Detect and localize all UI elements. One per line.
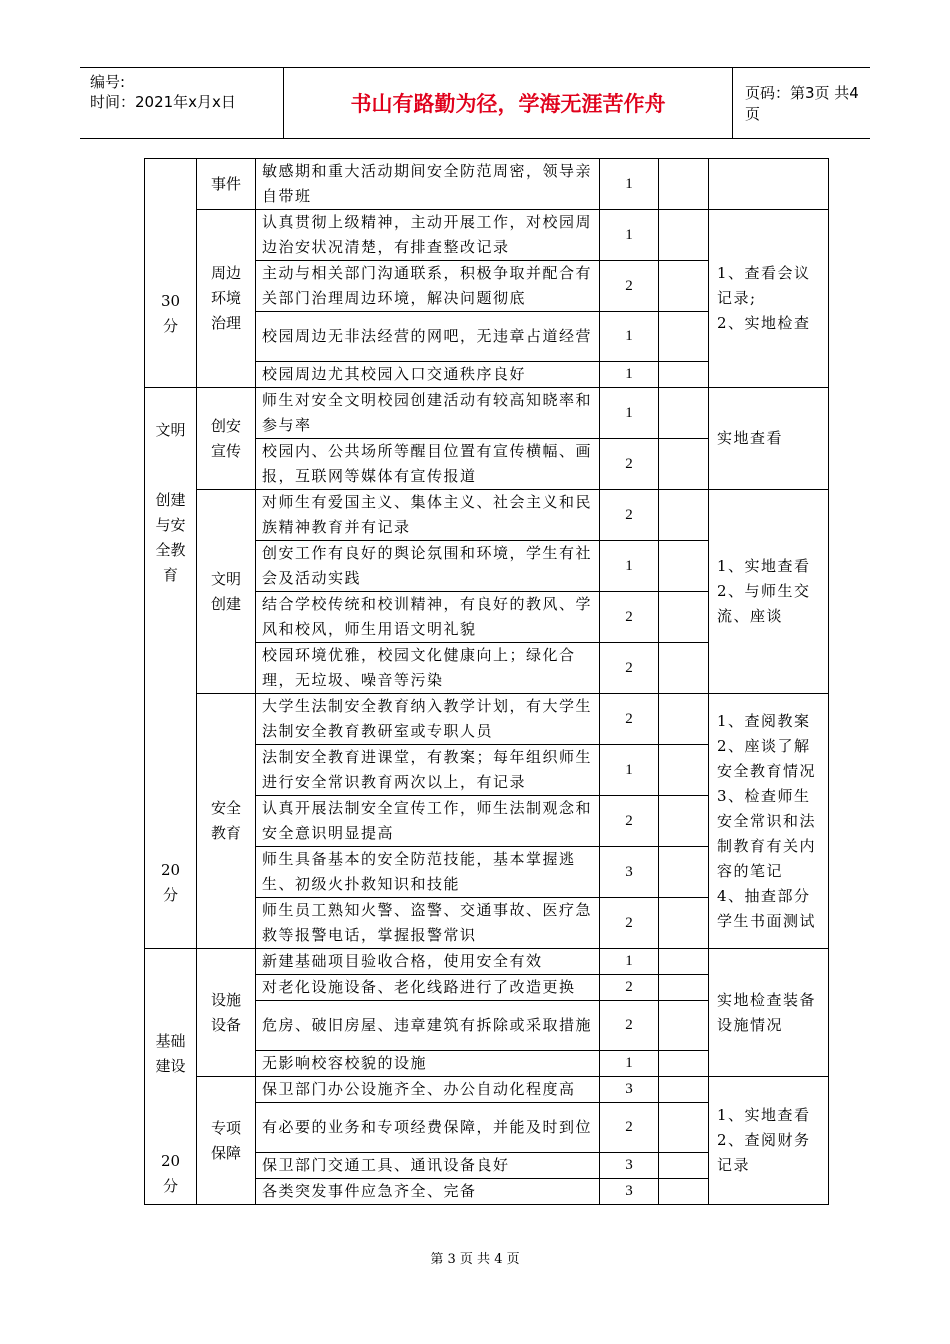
criterion-text: 新建基础项目验收合格，使用安全有效: [256, 949, 600, 975]
actual-score-cell: [659, 159, 709, 210]
criterion-text: 法制安全教育进课堂，有教案；每年组织师生进行安全常识教育两次以上，有记录: [256, 745, 600, 796]
actual-score-cell: [659, 949, 709, 975]
score-cell: 3: [600, 847, 659, 898]
criterion-text: 保卫部门交通工具、通讯设备良好: [256, 1153, 600, 1179]
criterion-text: 敏感期和重大活动期间安全防范周密，领导亲自带班: [256, 159, 600, 210]
actual-score-cell: [659, 362, 709, 388]
category-label: 30 分: [160, 292, 181, 335]
actual-score-cell: [659, 592, 709, 643]
check-method-cell: 1、实地查看 2、查阅财务记录: [709, 1077, 829, 1205]
actual-score-cell: [659, 898, 709, 949]
actual-score-cell: [659, 1179, 709, 1205]
score-cell: 1: [600, 541, 659, 592]
page-label: 页码：第3页 共4页: [745, 84, 859, 123]
criterion-text: 保卫部门办公设施齐全、办公自动化程度高: [256, 1077, 600, 1103]
criterion-text: 认真贯彻上级精神，主动开展工作，对校园周边治安状况清楚，有排查整改记录: [256, 210, 600, 261]
score-cell: 2: [600, 261, 659, 312]
criterion-text: 对老化设施设备、老化线路进行了改造更换: [256, 975, 600, 1001]
criterion-text: 校园内、公共场所等醒目位置有宣传横幅、画报，互联网等媒体有宣传报道: [256, 439, 600, 490]
score-cell: 2: [600, 439, 659, 490]
date-label: 时间：2021年x月x日: [90, 93, 236, 111]
criterion-text: 危房、破旧房屋、违章建筑有拆除或采取措施: [256, 1001, 600, 1051]
page-header: [80, 67, 870, 139]
table-row: [145, 490, 829, 541]
category-label: 创建 与安 全教 育: [155, 491, 186, 584]
score-cell: 2: [600, 1001, 659, 1051]
score-cell: 1: [600, 1051, 659, 1077]
score-cell: 1: [600, 949, 659, 975]
score-cell: 2: [600, 796, 659, 847]
table-row: [145, 1077, 829, 1103]
actual-score-cell: [659, 490, 709, 541]
score-cell: 3: [600, 1179, 659, 1205]
check-method-cell: 实地查看: [709, 388, 829, 490]
score-cell: 1: [600, 362, 659, 388]
motto: 书山有路勤为径，学海无涯苦作舟: [284, 68, 733, 138]
criterion-text: 无影响校容校貌的设施: [256, 1051, 600, 1077]
category-label: 文明: [155, 421, 186, 439]
actual-score-cell: [659, 312, 709, 362]
criterion-text: 结合学校传统和校训精神，有良好的教风、学风和校风，师生用语文明礼貌: [256, 592, 600, 643]
actual-score-cell: [659, 694, 709, 745]
check-method-cell: 1、查看会议记录; 2、实地检查: [709, 210, 829, 388]
criterion-text: 有必要的业务和专项经费保障，并能及时到位: [256, 1103, 600, 1153]
actual-score-cell: [659, 439, 709, 490]
score-cell: 2: [600, 592, 659, 643]
actual-score-cell: [659, 975, 709, 1001]
score-cell: 2: [600, 694, 659, 745]
criterion-text: 大学生法制安全教育纳入教学计划，有大学生法制安全教育教研室或专职人员: [256, 694, 600, 745]
actual-score-cell: [659, 388, 709, 439]
criterion-text: 师生员工熟知火警、盗警、交通事故、医疗急救等报警电话，掌握报警常识: [256, 898, 600, 949]
actual-score-cell: [659, 1103, 709, 1153]
criterion-text: 校园环境优雅，校园文化健康向上；绿化合理，无垃圾、噪音等污染: [256, 643, 600, 694]
score-cell: 2: [600, 1103, 659, 1153]
criterion-text: 校园周边尤其校园入口交通秩序良好: [256, 362, 600, 388]
score-cell: 2: [600, 898, 659, 949]
table-row: [145, 388, 829, 439]
actual-score-cell: [659, 796, 709, 847]
actual-score-cell: [659, 847, 709, 898]
subcategory-cell: 专项 保障: [197, 1077, 256, 1205]
page-footer: 第 3 页 共 4 页: [430, 1252, 520, 1267]
check-method-cell: 1、查阅教案 2、座谈了解安全教育情况 3、检查师生安全常识和法制教育有关内容的笔记 4、抽查部分学生书面测试: [709, 694, 829, 949]
actual-score-cell: [659, 643, 709, 694]
score-cell: 1: [600, 210, 659, 261]
category-label: 20 分: [160, 1152, 181, 1195]
score-cell: 3: [600, 1153, 659, 1179]
number-label: 编号:: [90, 73, 126, 91]
check-method-cell: 实地检查装备设施情况: [709, 949, 829, 1077]
score-cell: 1: [600, 312, 659, 362]
criterion-text: 创安工作有良好的舆论氛围和环境，学生有社会及活动实践: [256, 541, 600, 592]
evaluation-table: [144, 158, 829, 1205]
actual-score-cell: [659, 210, 709, 261]
subcategory-cell: 事件: [197, 159, 256, 210]
table-row: [145, 694, 829, 745]
category-cell: [145, 949, 197, 1205]
table-row: [145, 949, 829, 975]
criterion-text: 师生具备基本的安全防范技能，基本掌握逃生、初级火扑救知识和技能: [256, 847, 600, 898]
score-cell: 1: [600, 745, 659, 796]
category-label: 基础 建设: [155, 1032, 186, 1075]
score-cell: 2: [600, 643, 659, 694]
subcategory-cell: 周边 环境 治理: [197, 210, 256, 388]
criterion-text: 认真开展法制安全宣传工作，师生法制观念和安全意识明显提高: [256, 796, 600, 847]
actual-score-cell: [659, 1051, 709, 1077]
criterion-text: 各类突发事件应急齐全、完备: [256, 1179, 600, 1205]
category-cell: [145, 159, 197, 388]
score-cell: 3: [600, 1077, 659, 1103]
actual-score-cell: [659, 541, 709, 592]
score-cell: 2: [600, 490, 659, 541]
category-label: 20 分: [160, 861, 181, 904]
category-cell: [145, 388, 197, 949]
criterion-text: 校园周边无非法经营的网吧，无违章占道经营: [256, 312, 600, 362]
criterion-text: 对师生有爱国主义、集体主义、社会主义和民族精神教育并有记录: [256, 490, 600, 541]
actual-score-cell: [659, 745, 709, 796]
table-row: [145, 210, 829, 261]
actual-score-cell: [659, 261, 709, 312]
actual-score-cell: [659, 1153, 709, 1179]
actual-score-cell: [659, 1077, 709, 1103]
subcategory-cell: 创安 宣传: [197, 388, 256, 490]
header-meta: [80, 68, 284, 138]
subcategory-cell: 文明 创建: [197, 490, 256, 694]
table-row: [145, 159, 829, 210]
check-method-cell: [709, 159, 829, 210]
criterion-text: 主动与相关部门沟通联系，积极争取并配合有关部门治理周边环境，解决问题彻底: [256, 261, 600, 312]
subcategory-cell: 安全 教育: [197, 694, 256, 949]
score-cell: 1: [600, 388, 659, 439]
score-cell: 2: [600, 975, 659, 1001]
score-cell: 1: [600, 159, 659, 210]
criterion-text: 师生对安全文明校园创建活动有较高知晓率和参与率: [256, 388, 600, 439]
check-method-cell: 1、实地查看 2、与师生交流、座谈: [709, 490, 829, 694]
actual-score-cell: [659, 1001, 709, 1051]
subcategory-cell: 设施 设备: [197, 949, 256, 1077]
